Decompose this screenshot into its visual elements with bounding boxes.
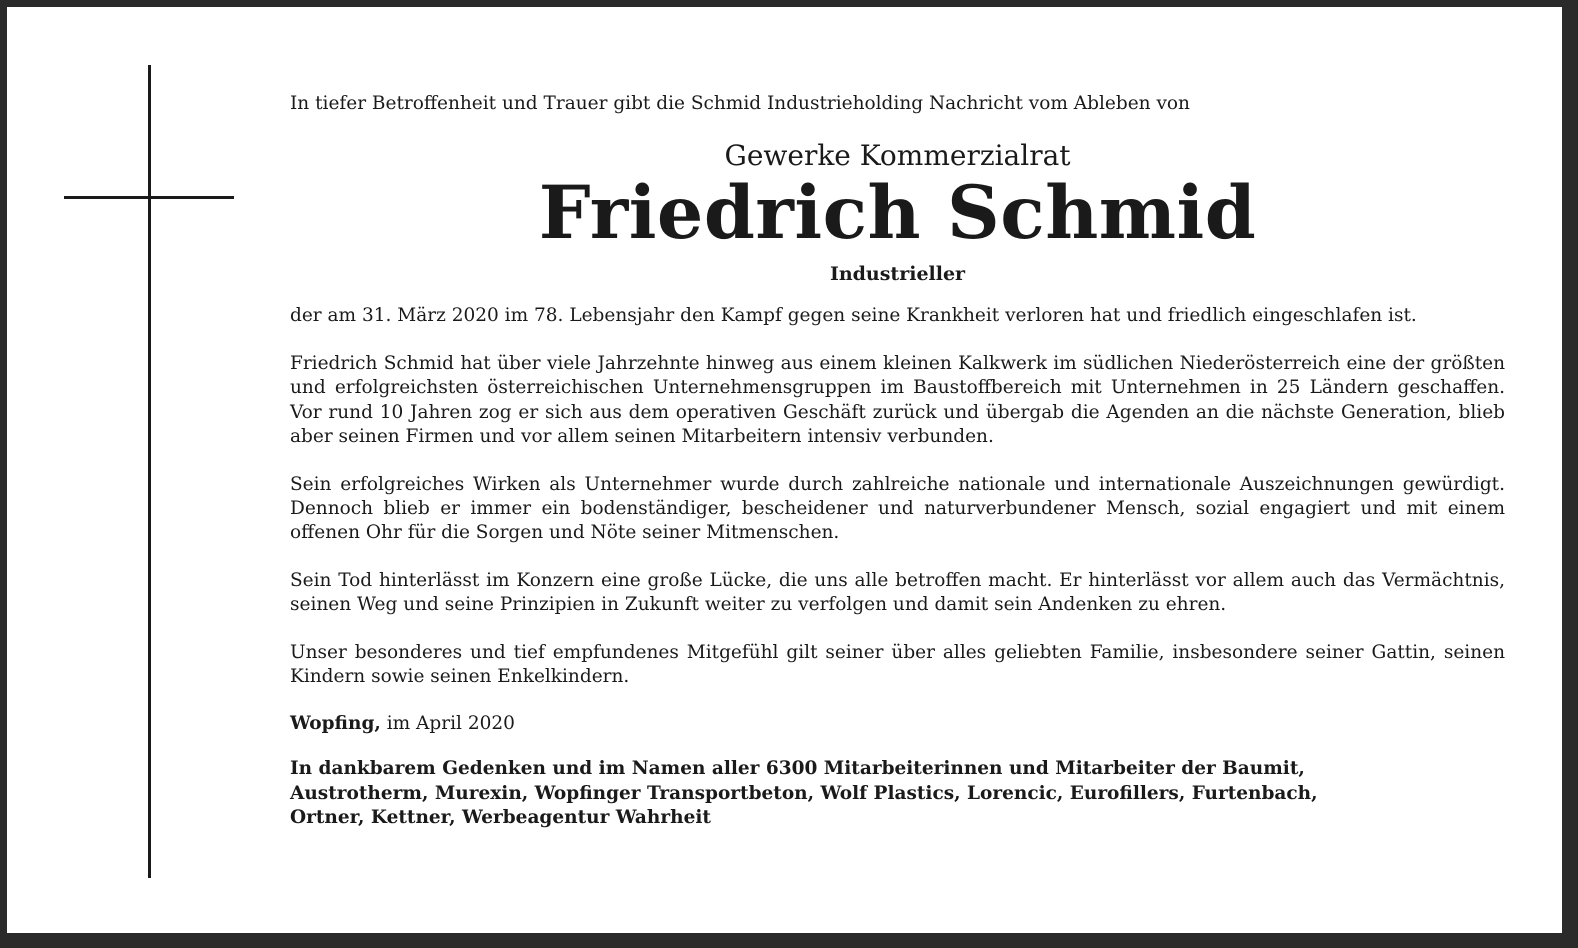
paragraph-condolence: Unser besonderes und tief empfundenes Mitgefühl gilt seiner über alles geliebten Familie, insbesondere seiner Gattin, seinen Kindern sowie seinen Enkelkindern. xyxy=(290,641,1505,688)
signature-text: In dankbarem Gedenken und im Namen aller 6300 Mitarbeiterinnen und Mitarbeiter der Baumit, Austrotherm, Murexin, Wopfinger Transportbeton, Wolf Plastics, Lorencic, Eurofillers, Furtenbach, Ortner, Kettner, Werbeagentur Wahrheit xyxy=(290,758,1318,829)
paragraph-achievements: Sein erfolgreiches Wirken als Unternehmer wurde durch zahlreiche nationale und internationale Auszeichnungen gewürdigt. Dennoch blieb er immer ein bodenständiger, bescheidener und naturverbundener Mensch, sozial engagiert und mit einem offenen Ohr für die Sorgen und Nöte seiner Mitmenschen. xyxy=(290,473,1505,544)
passing-text: der am 31. März 2020 im 78. Lebensjahr den Kampf gegen seine Krankheit verloren hat und friedlich eingeschlafen ist. xyxy=(290,305,1417,326)
deceased-name: Friedrich Schmid xyxy=(538,170,1257,256)
intro-text: In tiefer Betroffenheit und Trauer gibt die Schmid Industrieholding Nachricht vom Ableben von xyxy=(290,93,1190,114)
paragraph-career: Friedrich Schmid hat über viele Jahrzehnte hinweg aus einem kleinen Kalkwerk im südlichen Niederösterreich eine der größten und erfolgreichsten österreichischen Unternehmensgruppen im Baustoffbereich mit Unternehmen in 25 Ländern geschaffen. Vor rund 10 Jahren zog er sich aus dem operativen Geschäft zurück und übergab die Agenden an die nächste Generation, blieb aber seinen Firmen und vor allem seinen Mitarbeitern intensiv verbunden. xyxy=(290,353,1505,448)
cross-icon-horizontal-bar xyxy=(64,196,234,199)
paragraph-legacy: Sein Tod hinterlässt im Konzern eine große Lücke, die uns alle betroffen macht. Er hinterlässt vor allem auch das Vermächtnis, seinen Weg und seine Prinzipien in Zukunft weiter zu verfolgen und damit sein Andenken zu ehren. xyxy=(290,569,1505,616)
place-date xyxy=(290,711,1505,737)
cross-icon-vertical-bar xyxy=(148,65,151,878)
place: Wopfing, xyxy=(290,713,381,735)
date: im April 2020 xyxy=(386,713,515,735)
obituary-content xyxy=(290,91,1505,831)
honorific-title: Gewerke Kommerzialrat xyxy=(724,139,1071,172)
obituary-notice xyxy=(7,7,1562,933)
profession: Industrieller xyxy=(829,263,966,285)
